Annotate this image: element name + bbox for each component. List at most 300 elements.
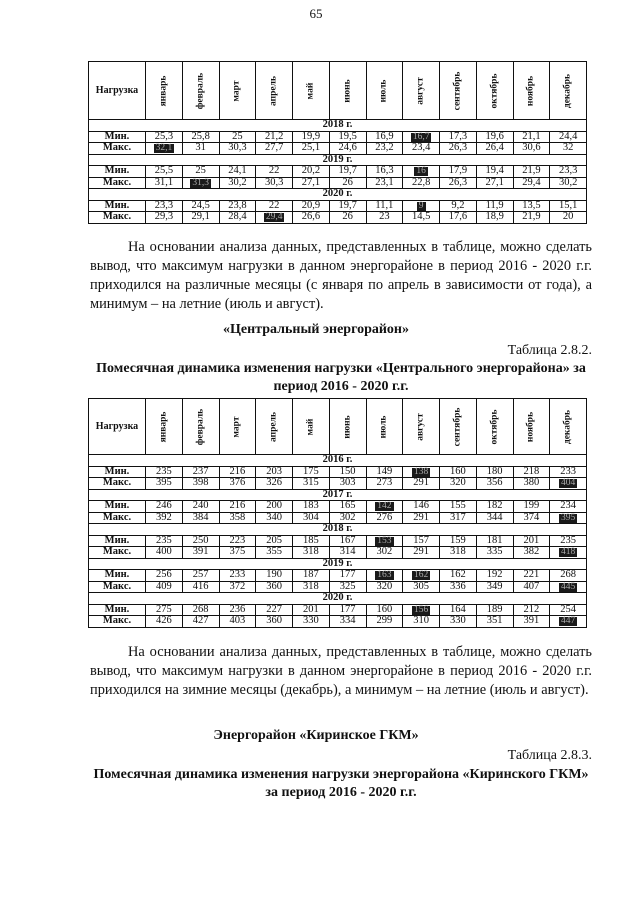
table-cell: 24,5 <box>182 200 219 212</box>
month-header <box>219 62 256 120</box>
table-cell: 216 <box>219 501 256 513</box>
table-cell: 30,2 <box>219 177 256 189</box>
month-header <box>293 62 330 120</box>
table-cell: 23,2 <box>366 143 403 155</box>
paragraph-1: На основании анализа данных, представленных в таблице, можно сделать вывод, что максимум нагрузки в данном энергорайоне в период 2016 - 2020 г.г. приходился на различные месяцы (с января по апрель в зависимости от года), а минимум – на летние (июль и август). <box>90 239 592 312</box>
table-cell: 235 <box>146 535 183 547</box>
table-cell: 303 <box>329 478 366 490</box>
month-header <box>440 399 477 455</box>
month-label: апрель <box>268 75 279 106</box>
table-row <box>89 581 587 593</box>
table-cell: 192 <box>476 570 513 582</box>
month-header <box>440 62 477 120</box>
table-cell: 31,1 <box>146 177 183 189</box>
table-cell: 177 <box>329 570 366 582</box>
table-cell: 181 <box>476 535 513 547</box>
table-cell: 23,8 <box>219 200 256 212</box>
table-cell-highlighted <box>366 535 403 547</box>
cell-value: 163 <box>377 570 392 580</box>
table-cell: 355 <box>256 547 293 559</box>
table-cell: 20,2 <box>293 166 330 178</box>
table-cell: 374 <box>513 512 550 524</box>
table-cell: 330 <box>293 616 330 628</box>
table-row <box>89 143 587 155</box>
table-cell: 237 <box>182 466 219 478</box>
table-cell: 336 <box>440 581 477 593</box>
table-cell: 275 <box>146 604 183 616</box>
year-row <box>89 489 587 501</box>
table-row <box>89 177 587 189</box>
table-cell: 189 <box>476 604 513 616</box>
table-cell: 236 <box>219 604 256 616</box>
year-row <box>89 154 587 166</box>
month-label: июнь <box>341 414 352 439</box>
table-cell: 21,2 <box>256 131 293 143</box>
year-row <box>89 189 587 201</box>
table-cell: 149 <box>366 466 403 478</box>
year-row <box>89 455 587 467</box>
cell-value: 447 <box>561 616 576 626</box>
table-cell: 256 <box>146 570 183 582</box>
table-cell: 395 <box>146 478 183 490</box>
table-cell: 304 <box>293 512 330 524</box>
month-label: октябрь <box>488 73 499 108</box>
table-cell: 30,3 <box>256 177 293 189</box>
month-label: январь <box>158 75 169 106</box>
month-header <box>476 62 513 120</box>
table-header-row <box>89 62 587 120</box>
table-header-row <box>89 399 587 455</box>
month-label: август <box>415 76 426 105</box>
table-cell: 26,3 <box>440 143 477 155</box>
month-label: декабрь <box>562 409 573 444</box>
table-cell-highlighted <box>550 616 587 628</box>
table-cell: 299 <box>366 616 403 628</box>
table-cell: 246 <box>146 501 183 513</box>
table-cell: 164 <box>440 604 477 616</box>
cell-value: 445 <box>561 581 576 592</box>
month-header <box>146 399 183 455</box>
table-cell: 27,1 <box>476 177 513 189</box>
table-cell: 358 <box>219 512 256 524</box>
row-label: Макс. <box>89 581 146 593</box>
table-cell-highlighted <box>403 570 440 582</box>
paragraph-2: На основании анализа данных, представленных в таблице, можно сделать вывод, что максимум нагрузки в данном энергорайоне в период 2016 - 2020 г.г. приходился на зимние месяцы (декабрь), а минимум – на летние (июль и август). <box>90 644 592 698</box>
table-cell: 165 <box>329 501 366 513</box>
table-cell: 162 <box>440 570 477 582</box>
table-cell: 257 <box>182 570 219 582</box>
table-cell-highlighted <box>366 570 403 582</box>
table-cell: 233 <box>550 466 587 478</box>
table-cell: 27,1 <box>293 177 330 189</box>
month-header <box>293 399 330 455</box>
cell-value: 29,4 <box>265 212 283 222</box>
year-label: 2017 г. <box>89 489 587 501</box>
table-cell: 315 <box>293 478 330 490</box>
table-cell: 205 <box>256 535 293 547</box>
table-cell: 16,9 <box>366 131 403 143</box>
table-cell: 15,1 <box>550 200 587 212</box>
table-cell: 25,1 <box>293 143 330 155</box>
table-cell: 25 <box>219 131 256 143</box>
row-label: Мин. <box>89 131 146 143</box>
table-cell: 318 <box>293 547 330 559</box>
table-cell: 22 <box>256 200 293 212</box>
heading-kirinsk: Энергорайон «Киринское ГКМ» <box>213 728 419 743</box>
table-cell-highlighted <box>256 212 293 224</box>
table-cell: 398 <box>182 478 219 490</box>
table-cell: 320 <box>366 581 403 593</box>
table-cell: 17,9 <box>440 166 477 178</box>
table-cell: 20 <box>550 212 587 224</box>
table-row <box>89 212 587 224</box>
table-cell: 24,6 <box>329 143 366 155</box>
month-header <box>403 62 440 120</box>
load-table-2 <box>88 398 587 628</box>
table-cell: 409 <box>146 581 183 593</box>
table-cell: 200 <box>256 501 293 513</box>
table-cell: 349 <box>476 581 513 593</box>
table-cell: 190 <box>256 570 293 582</box>
table-cell: 26 <box>329 212 366 224</box>
table-cell: 291 <box>403 478 440 490</box>
table-cell: 19,7 <box>329 200 366 212</box>
table-row <box>89 547 587 559</box>
month-header <box>366 62 403 120</box>
table-cell: 182 <box>476 501 513 513</box>
row-label: Макс. <box>89 547 146 559</box>
row-label: Мин. <box>89 200 146 212</box>
month-label: ноябрь <box>525 75 536 106</box>
table-row <box>89 131 587 143</box>
month-label: июль <box>378 415 389 438</box>
table-cell: 314 <box>329 547 366 559</box>
cell-value: 9 <box>418 200 424 211</box>
cell-value: 32,1 <box>155 143 173 153</box>
table-cell: 23,1 <box>366 177 403 189</box>
cell-value: 404 <box>561 478 576 488</box>
row-label: Мин. <box>89 604 146 616</box>
table-cell: 25,5 <box>146 166 183 178</box>
cell-value: 138 <box>414 466 429 477</box>
table-cell: 360 <box>256 581 293 593</box>
year-label: 2019 г. <box>89 558 587 570</box>
table-cell: 29,4 <box>513 177 550 189</box>
row-label: Макс. <box>89 212 146 224</box>
table-cell: 183 <box>293 501 330 513</box>
row-label: Мин. <box>89 166 146 178</box>
month-header <box>476 399 513 455</box>
table-cell: 310 <box>403 616 440 628</box>
table-cell: 22,8 <box>403 177 440 189</box>
month-label: май <box>305 82 316 99</box>
table-cell: 26,3 <box>440 177 477 189</box>
table-cell-highlighted <box>550 547 587 559</box>
table-cell: 23,3 <box>550 166 587 178</box>
table-cell: 360 <box>256 616 293 628</box>
table-cell: 326 <box>256 478 293 490</box>
table-cell-highlighted <box>403 200 440 212</box>
month-label: май <box>305 418 316 435</box>
table-cell: 19,9 <box>293 131 330 143</box>
table-cell: 330 <box>440 616 477 628</box>
table-cell: 235 <box>146 466 183 478</box>
table-cell: 26,6 <box>293 212 330 224</box>
table-cell: 391 <box>513 616 550 628</box>
month-label: сентябрь <box>452 407 463 446</box>
month-label: апрель <box>268 411 279 442</box>
month-header <box>329 399 366 455</box>
month-label: январь <box>158 411 169 442</box>
table-cell: 268 <box>182 604 219 616</box>
table-cell: 268 <box>550 570 587 582</box>
year-label: 2018 г. <box>89 524 587 536</box>
table-cell: 23,3 <box>146 200 183 212</box>
table-cell: 233 <box>219 570 256 582</box>
table-cell: 273 <box>366 478 403 490</box>
table-cell-highlighted <box>403 131 440 143</box>
month-label: октябрь <box>488 409 499 444</box>
table-cell: 302 <box>366 547 403 559</box>
table-cell: 21,9 <box>513 166 550 178</box>
table-cell-highlighted <box>550 581 587 593</box>
table-cell: 427 <box>182 616 219 628</box>
table-cell: 276 <box>366 512 403 524</box>
table-cell: 20,9 <box>293 200 330 212</box>
table-title-3: Помесячная динамика изменения нагрузки энергорайона «Киринского ГКМ» за период 2016 - 2020 г.г. <box>93 767 589 800</box>
table-row <box>89 512 587 524</box>
table-cell: 320 <box>440 478 477 490</box>
table-cell: 30,3 <box>219 143 256 155</box>
month-header <box>366 399 403 455</box>
table-cell: 150 <box>329 466 366 478</box>
table-cell: 27,7 <box>256 143 293 155</box>
table-cell: 19,7 <box>329 166 366 178</box>
table-cell: 31 <box>182 143 219 155</box>
table-cell: 26,4 <box>476 143 513 155</box>
table-cell: 23 <box>366 212 403 224</box>
table-cell: 325 <box>329 581 366 593</box>
month-header <box>219 399 256 455</box>
table-cell: 216 <box>219 466 256 478</box>
table-cell: 372 <box>219 581 256 593</box>
cell-value: 418 <box>561 547 576 557</box>
month-label: февраль <box>194 72 205 109</box>
table-cell-highlighted <box>403 466 440 478</box>
table-cell: 407 <box>513 581 550 593</box>
table-cell: 18,9 <box>476 212 513 224</box>
month-label: февраль <box>194 408 205 445</box>
table-cell: 382 <box>513 547 550 559</box>
year-row <box>89 524 587 536</box>
table-cell: 302 <box>329 512 366 524</box>
year-label: 2020 г. <box>89 593 587 605</box>
table-cell: 227 <box>256 604 293 616</box>
table-cell: 380 <box>513 478 550 490</box>
month-label: декабрь <box>562 73 573 108</box>
table-cell: 403 <box>219 616 256 628</box>
table-cell: 291 <box>403 512 440 524</box>
table-cell-highlighted <box>182 177 219 189</box>
cell-value: 31,3 <box>192 177 209 188</box>
table-cell: 221 <box>513 570 550 582</box>
table-row <box>89 166 587 178</box>
table-cell: 16,3 <box>366 166 403 178</box>
cell-value: 16 <box>416 166 426 176</box>
table-cell: 32 <box>550 143 587 155</box>
table-cell: 201 <box>513 535 550 547</box>
row-label: Мин. <box>89 535 146 547</box>
year-label: 2016 г. <box>89 455 587 467</box>
month-label: июль <box>378 79 389 102</box>
table-cell: 19,6 <box>476 131 513 143</box>
month-header <box>403 399 440 455</box>
table-cell: 19,4 <box>476 166 513 178</box>
table-cell: 17,3 <box>440 131 477 143</box>
table-cell: 24,1 <box>219 166 256 178</box>
table-cell: 23,4 <box>403 143 440 155</box>
table-cell: 159 <box>440 535 477 547</box>
table-row <box>89 604 587 616</box>
table-cell: 9,2 <box>440 200 477 212</box>
table-row <box>89 466 587 478</box>
table-cell: 334 <box>329 616 366 628</box>
table-cell: 17,6 <box>440 212 477 224</box>
table-cell: 21,1 <box>513 131 550 143</box>
table-title-2: Помесячная динамика изменения нагрузки «Центрального энергорайона» за период 2016 - 2020 г.г. <box>96 361 586 394</box>
cell-value: 156 <box>414 604 429 615</box>
row-label: Макс. <box>89 177 146 189</box>
table-cell: 391 <box>182 547 219 559</box>
table-cell: 201 <box>293 604 330 616</box>
month-header <box>513 62 550 120</box>
table-cell: 400 <box>146 547 183 559</box>
table-cell: 351 <box>476 616 513 628</box>
month-label: сентябрь <box>452 71 463 110</box>
cell-value: 162 <box>414 570 429 580</box>
table-cell: 392 <box>146 512 183 524</box>
table-cell-highlighted <box>403 166 440 178</box>
table-row <box>89 535 587 547</box>
table-cell: 28,4 <box>219 212 256 224</box>
table-cell: 24,4 <box>550 131 587 143</box>
table-cell: 375 <box>219 547 256 559</box>
table-cell: 426 <box>146 616 183 628</box>
table-cell: 155 <box>440 501 477 513</box>
table-cell: 29,1 <box>182 212 219 224</box>
row-label: Мин. <box>89 570 146 582</box>
year-row <box>89 558 587 570</box>
table-cell: 14,5 <box>403 212 440 224</box>
month-header <box>329 62 366 120</box>
table-cell: 30,6 <box>513 143 550 155</box>
table-cell: 212 <box>513 604 550 616</box>
table-cell: 356 <box>476 478 513 490</box>
table-row <box>89 570 587 582</box>
header-label: Нагрузка <box>89 399 146 455</box>
table-cell: 29,3 <box>146 212 183 224</box>
table-cell: 25,8 <box>182 131 219 143</box>
table-row <box>89 501 587 513</box>
table-cell-highlighted <box>550 512 587 524</box>
heading-central: «Центральный энергорайон» <box>223 322 409 337</box>
table-cell: 416 <box>182 581 219 593</box>
table-cell: 384 <box>182 512 219 524</box>
year-label: 2020 г. <box>89 189 587 201</box>
table-cell: 160 <box>366 604 403 616</box>
month-header <box>256 399 293 455</box>
month-header <box>550 62 587 120</box>
table-cell: 240 <box>182 501 219 513</box>
table-cell: 305 <box>403 581 440 593</box>
table-cell: 19,5 <box>329 131 366 143</box>
table-cell-highlighted <box>403 604 440 616</box>
table-cell: 146 <box>403 501 440 513</box>
table-cell: 11,1 <box>366 200 403 212</box>
table-cell: 318 <box>440 547 477 559</box>
table-label-3: Таблица 2.8.3. <box>507 748 592 763</box>
table-cell: 25 <box>182 166 219 178</box>
table-cell: 167 <box>329 535 366 547</box>
year-row <box>89 593 587 605</box>
header-label: Нагрузка <box>89 62 146 120</box>
table-row <box>89 200 587 212</box>
table-cell: 340 <box>256 512 293 524</box>
table-cell: 318 <box>293 581 330 593</box>
month-header <box>146 62 183 120</box>
table-cell: 218 <box>513 466 550 478</box>
table-cell: 26 <box>329 177 366 189</box>
cell-value: 153 <box>377 535 392 546</box>
row-label: Макс. <box>89 512 146 524</box>
cell-value: 16,7 <box>412 131 430 142</box>
table-cell: 250 <box>182 535 219 547</box>
year-label: 2018 г. <box>89 120 587 132</box>
table-cell: 11,9 <box>476 200 513 212</box>
row-label: Макс. <box>89 478 146 490</box>
table-cell-highlighted <box>366 501 403 513</box>
table-cell: 235 <box>550 535 587 547</box>
row-label: Макс. <box>89 143 146 155</box>
month-header <box>513 399 550 455</box>
month-label: ноябрь <box>525 411 536 442</box>
table-cell: 25,3 <box>146 131 183 143</box>
row-label: Мин. <box>89 501 146 513</box>
table-cell: 317 <box>440 512 477 524</box>
row-label: Мин. <box>89 466 146 478</box>
table-cell: 21,9 <box>513 212 550 224</box>
table-row <box>89 478 587 490</box>
month-label: март <box>231 80 242 101</box>
cell-value: 395 <box>561 512 576 523</box>
table-row <box>89 616 587 628</box>
month-header <box>550 399 587 455</box>
month-label: август <box>415 412 426 441</box>
table-cell: 223 <box>219 535 256 547</box>
month-header <box>182 62 219 120</box>
table-cell: 203 <box>256 466 293 478</box>
table-cell: 187 <box>293 570 330 582</box>
load-table-1 <box>88 61 587 224</box>
year-label: 2019 г. <box>89 154 587 166</box>
table-cell: 199 <box>513 501 550 513</box>
table-cell: 157 <box>403 535 440 547</box>
month-label: июнь <box>341 78 352 103</box>
table-cell: 376 <box>219 478 256 490</box>
table-cell: 291 <box>403 547 440 559</box>
month-header <box>256 62 293 120</box>
month-header <box>182 399 219 455</box>
